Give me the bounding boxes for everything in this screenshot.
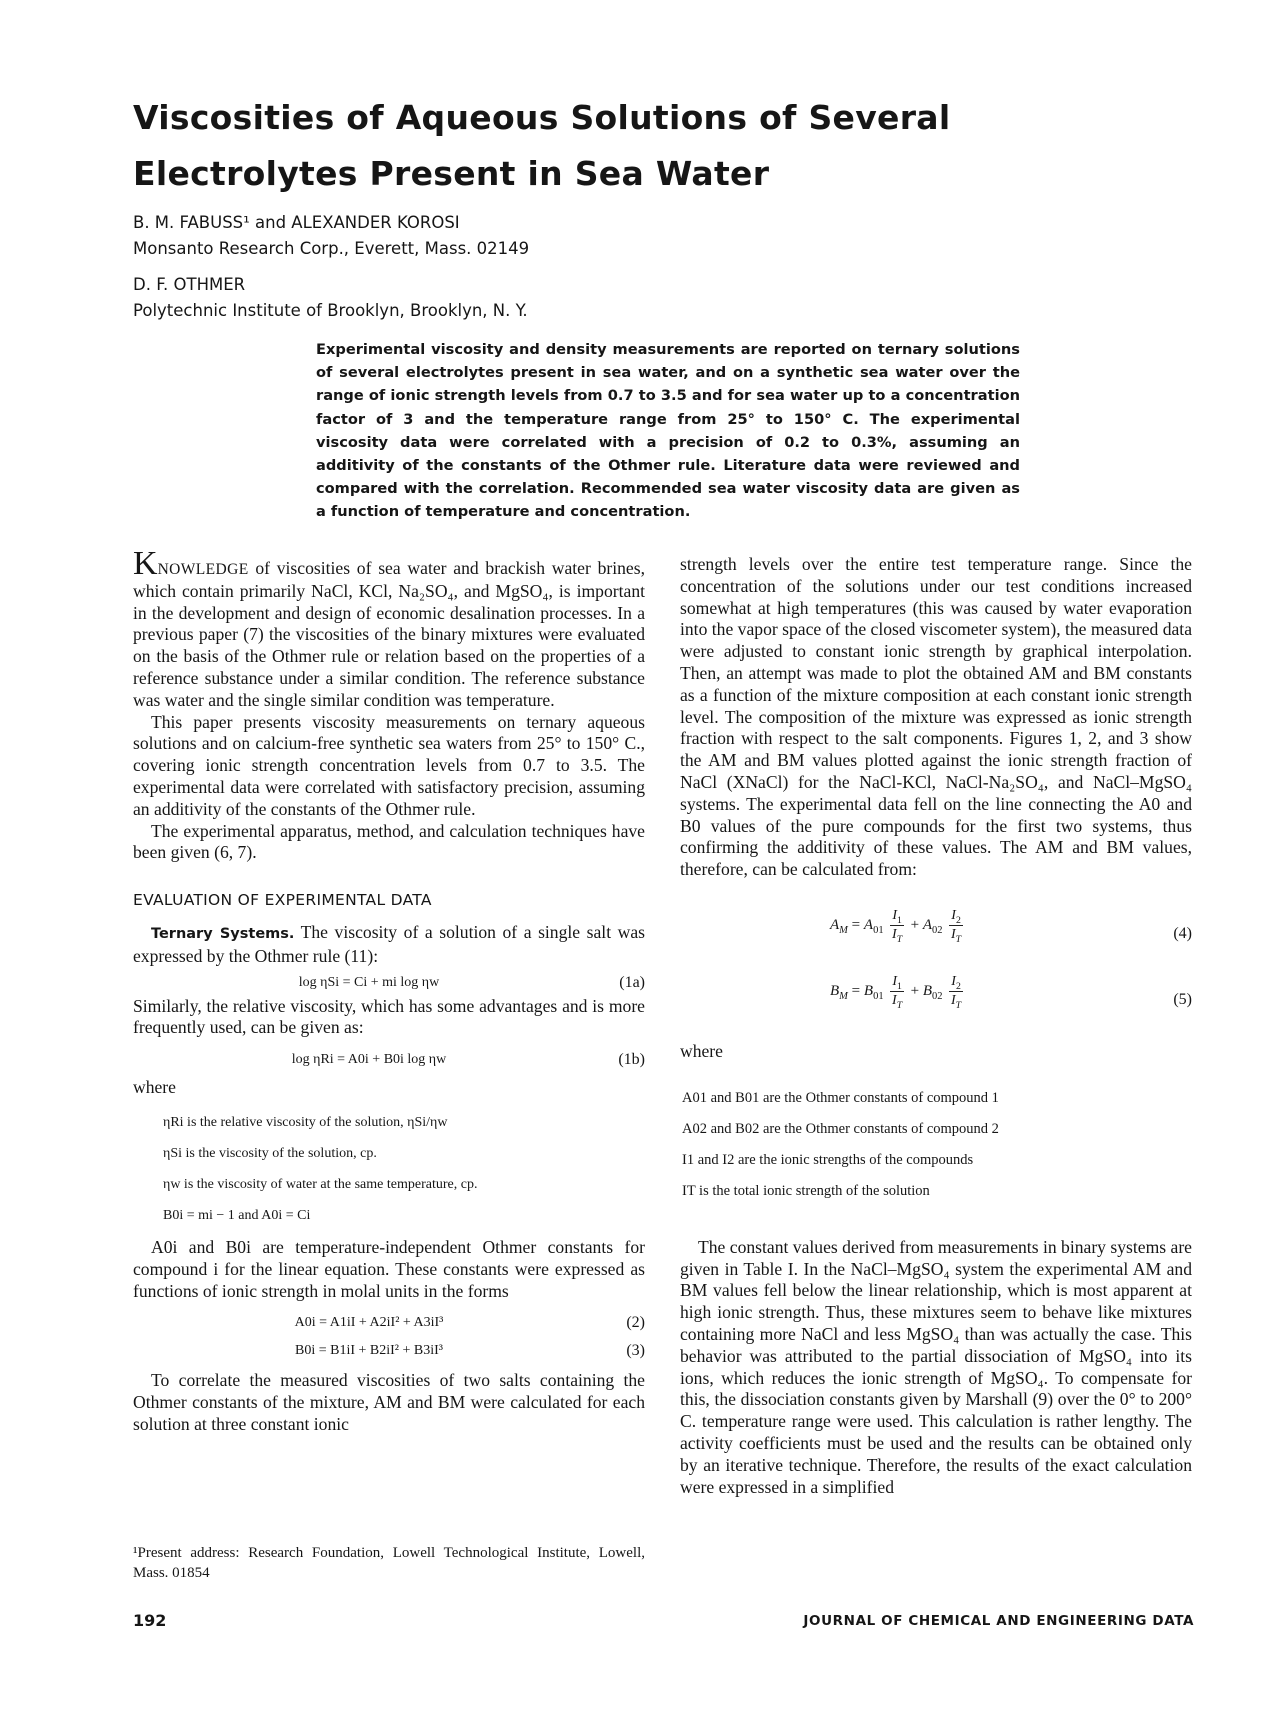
affiliation-1: Monsanto Research Corp., Everett, Mass. 02149 bbox=[133, 239, 530, 258]
paragraph-constants: A0i and B0i are temperature-independent Othmer constants for compound i for the linear equation. These constants were expressed as functions of ionic strength in molal units in the forms bbox=[133, 1236, 645, 1301]
equation-number: (1a) bbox=[619, 973, 645, 991]
paragraph-continued: strength levels over the entire test temperature range. Since the concentration of the solutions under our test conditions increased somewhat at high temperatures (this was caused by water evaporation into the vapor space of the closed viscometer system), the measured data were adjusted to constant ionic strength by graphical interpolation. Then, an attempt was made to plot the obtained AM and BM constants as a function of the mixture composition at each constant ionic strength level. The composition of the mixture was expressed as ionic strength fraction with respect to the salt components. Figures 1, 2, and 3 show the AM and BM values plotted against the ionic strength fraction of NaCl (XNaCl) for the NaCl-KCl, NaCl-Na₂SO₄, and NaCl–MgSO₄ systems. The experimental data fell on the line connecting the A0 and B0 values of the pure compounds for the first two systems, thus confirming the additivity of these values. The AM and BM values, therefore, can be calculated from: bbox=[680, 554, 1192, 880]
definition-item: A01 and B01 are the Othmer constants of compound 1 bbox=[682, 1089, 999, 1106]
right-column bbox=[680, 554, 1192, 1498]
equation-number: (3) bbox=[626, 1342, 645, 1360]
definition-item: ηRi is the relative viscosity of the solution, ηSi/ηw bbox=[163, 1114, 448, 1130]
equation-4: $A_M = A_{01}$ $\frac{I_1}{I_T}$ + $A_{02}$ $\frac{I_2}{I_T}$ (4) bbox=[830, 907, 1192, 945]
definition-list bbox=[680, 1083, 1192, 1207]
paragraph-ternary: Ternary Systems. The viscosity of a solution of a single salt was expressed by the Othmer rule (11): bbox=[133, 921, 645, 966]
footnote: ¹Present address: Research Foundation, Lowell Technological Institute, Lowell, Mass. 01854 bbox=[133, 1545, 645, 1581]
page-number: 192 bbox=[133, 1611, 167, 1630]
equation-number: (5) bbox=[1173, 990, 1192, 1008]
intro-paragraph: KNOWLEDGE of viscosities of sea water and brackish water brines, which contain primarily NaCl, KCl, Na₂SO₄, and MgSO₄, is important in the development and design of economic desalination processes. In a previous paper (7) the viscosities of the binary mixtures were evaluated on the basis of the Othmer rule or relation based on the properties of a reference substance under a similar condition. The reference substance was water and the single similar condition was temperature. bbox=[133, 545, 645, 710]
equation-1a: log ηSi = Ci + mi log ηw (1a) bbox=[133, 968, 645, 996]
where-label: where bbox=[133, 1077, 176, 1098]
author-line-1: B. M. FABUSS¹ and ALEXANDER KOROSI bbox=[133, 213, 460, 232]
equation-5: $B_M = B_{01}$ $\frac{I_1}{I_T}$ + $B_{02}$ $\frac{I_2}{I_T}$ (5) bbox=[830, 973, 1192, 1011]
left-column bbox=[133, 545, 645, 1436]
equation-1b: log ηRi = A0i + B0i log ηw (1b) bbox=[133, 1045, 645, 1073]
equation-number: (1b) bbox=[618, 1051, 645, 1069]
equation-3: B0i = B1iI + B2iI² + B3iI³ (3) bbox=[133, 1336, 645, 1364]
drop-cap: K bbox=[133, 545, 158, 582]
equation-number: (4) bbox=[1173, 924, 1192, 942]
paper-title: Viscosities of Aqueous Solutions of Several Electrolytes Present in Sea Water bbox=[133, 98, 951, 193]
paragraph-correlate: To correlate the measured viscosities of two salts containing the Othmer constants of the mixture, AM and BM were calculated for each solution at three constant ionic bbox=[133, 1370, 645, 1434]
paragraph-3: The experimental apparatus, method, and calculation techniques have been given (6, 7). bbox=[133, 820, 645, 863]
section-heading: EVALUATION OF EXPERIMENTAL DATA bbox=[133, 891, 432, 910]
equation-2: A0i = A1iI + A2iI² + A3iI³ (2) bbox=[133, 1308, 645, 1336]
paragraph-table-values: The constant values derived from measurements in binary systems are given in Table I. In the NaCl–MgSO₄ system the experimental AM and BM values fell below the linear relationship, which is most apparent at high ionic strength. Thus, these mixtures seem to behave like mixtures containing more NaCl and less MgSO₄ than was actually the case. This behavior was attributed to the partial dissociation of MgSO₄ into its ions, which reduces the ionic strength of MgSO₄. To compensate for this, the dissociation constants given by Marshall (9) over the 0° to 200° C. temperature range were used. This calculation is rather lengthy. The activity coefficients must be used and the results can be obtained only by an iterative technique. Therefore, the results of the exact calculation were expressed in a simplified bbox=[680, 1236, 1192, 1497]
definition-list bbox=[133, 1107, 645, 1231]
author-block bbox=[133, 210, 833, 324]
journal-name: JOURNAL OF CHEMICAL AND ENGINEERING DATA bbox=[803, 1613, 1194, 1629]
definition-item: B0i = mi − 1 and A0i = Ci bbox=[163, 1207, 311, 1223]
run-in-heading: Ternary Systems. bbox=[151, 925, 295, 942]
where-label: where bbox=[680, 1040, 723, 1061]
paragraph-similarly: Similarly, the relative viscosity, which has some advantages and is more frequently used, can be given as: bbox=[133, 995, 645, 1038]
definition-item: ηw is the viscosity of water at the same temperature, cp. bbox=[163, 1176, 478, 1192]
definition-item: ηSi is the viscosity of the solution, cp. bbox=[163, 1145, 377, 1161]
affiliation-2: Polytechnic Institute of Brooklyn, Brooklyn, N. Y. bbox=[133, 301, 528, 320]
definition-item: A02 and B02 are the Othmer constants of compound 2 bbox=[682, 1120, 999, 1137]
paragraph-2: This paper presents viscosity measurements on ternary aqueous solutions and on calcium-free synthetic sea waters from 25° to 150° C., covering ionic strength concentration levels from 0.7 to 3.5. The experimental data were correlated with satisfactory precision, assuming an additivity of the constants of the Othmer rule. bbox=[133, 711, 645, 819]
definition-item: I1 and I2 are the ionic strengths of the compounds bbox=[682, 1151, 974, 1168]
abstract: Experimental viscosity and density measurements are reported on ternary solutions of several electrolytes present in sea water, and on a synthetic sea water over the range of ionic strength levels from 0.7 to 3.5 and for sea water up to a concentration factor of 3 and the temperature range from 25° to 150° C. The experimental viscosity data were correlated with a precision of 0.2 to 0.3%, assuming an additivity of the constants of the Othmer rule. Literature data were reviewed and compared with the correlation. Recommended sea water viscosity data are given as a function of temperature and concentration. bbox=[316, 341, 1020, 521]
equation-number: (2) bbox=[626, 1314, 645, 1332]
definition-item: IT is the total ionic strength of the solution bbox=[682, 1182, 930, 1199]
author-line-2: D. F. OTHMER bbox=[133, 275, 246, 294]
